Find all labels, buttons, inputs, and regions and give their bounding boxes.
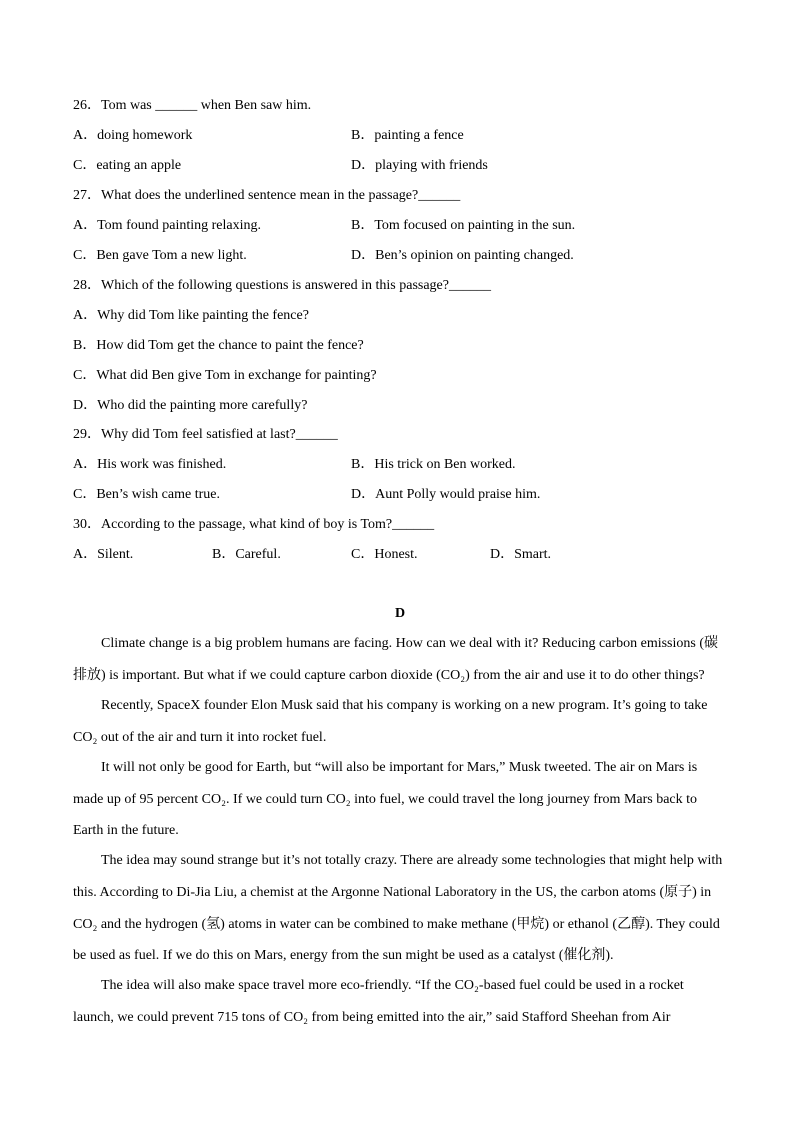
question-30-option-d: D．Smart. xyxy=(490,547,552,562)
question-29-option-b: B．His trick on Ben worked. xyxy=(351,457,516,472)
passage-line: 排放) is important. But what if we could capture carbon dioxide (CO₂) from the air and use it to do other things? xyxy=(73,668,705,683)
question-27-option-b: B．Tom focused on painting in the sun. xyxy=(351,218,576,233)
question-30-option-b: B．Careful. xyxy=(212,547,281,562)
question-26-option-d: D．playing with friends xyxy=(351,158,488,173)
passage-line: It will not only be good for Earth, but “will also be important for Mars,” Musk tweeted. The air on Mars is xyxy=(101,760,698,775)
question-29-stem: 29．Why did Tom feel satisfied at last?______ xyxy=(73,427,338,442)
question-26-option-a: A．doing homework xyxy=(73,128,193,143)
question-29-option-d: D．Aunt Polly would praise him. xyxy=(351,487,541,502)
passage-title: D xyxy=(394,606,406,621)
passage-line: made up of 95 percent CO₂. If we could turn CO₂ into fuel, we could travel the long journey from Mars back to xyxy=(73,792,698,807)
question-26-option-c: C．eating an apple xyxy=(73,158,182,173)
question-30-option-a: A．Silent. xyxy=(73,547,134,562)
question-26-stem: 26．Tom was ______ when Ben saw him. xyxy=(73,98,312,113)
question-28-stem: 28．Which of the following questions is answered in this passage?______ xyxy=(73,278,491,293)
question-27-option-a: A．Tom found painting relaxing. xyxy=(73,218,261,233)
passage-line: be used as fuel. If we do this on Mars, energy from the sun might be used as a catalyst (催化剂). xyxy=(73,948,614,963)
question-28-option-b: B．How did Tom get the chance to paint the fence? xyxy=(73,338,364,353)
passage-line: Climate change is a big problem humans are facing. How can we deal with it? Reducing carbon emissions (碳 xyxy=(101,636,718,651)
question-30-option-c: C．Honest. xyxy=(351,547,418,562)
question-28-option-a: A．Why did Tom like painting the fence? xyxy=(73,308,309,323)
passage-line: launch, we could prevent 715 tons of CO₂ from being emitted into the air,” said Stafford Sheehan from Air xyxy=(73,1010,671,1025)
passage-line: Recently, SpaceX founder Elon Musk said that his company is working on a new program. It’s going to take xyxy=(101,698,708,713)
question-28-option-d: D．Who did the painting more carefully? xyxy=(73,398,308,413)
passage-line: Earth in the future. xyxy=(73,823,179,838)
question-27-option-d: D．Ben’s opinion on painting changed. xyxy=(351,248,574,263)
question-28-option-c: C．What did Ben give Tom in exchange for painting? xyxy=(73,368,377,383)
question-27-option-c: C．Ben gave Tom a new light. xyxy=(73,248,247,263)
question-26-option-b: B．painting a fence xyxy=(351,128,464,143)
question-29-option-c: C．Ben’s wish came true. xyxy=(73,487,220,502)
passage-line: CO₂ and the hydrogen (氢) atoms in water can be combined to make methane (甲烷) or ethanol (乙醇). They could xyxy=(73,917,720,932)
passage-line: The idea will also make space travel more eco-friendly. “If the CO₂-based fuel could be used in a rocket xyxy=(101,978,684,993)
passage-line: this. According to Di-Jia Liu, a chemist at the Argonne National Laboratory in the US, the carbon atoms (原子) in xyxy=(73,885,712,900)
passage-line: CO₂ out of the air and turn it into rocket fuel. xyxy=(73,730,327,745)
passage-line: The idea may sound strange but it’s not totally crazy. There are already some technologies that might help with xyxy=(101,853,723,868)
question-27-stem: 27．What does the underlined sentence mean in the passage?______ xyxy=(73,188,461,203)
question-29-option-a: A．His work was finished. xyxy=(73,457,227,472)
question-30-stem: 30．According to the passage, what kind of boy is Tom?______ xyxy=(73,517,435,532)
